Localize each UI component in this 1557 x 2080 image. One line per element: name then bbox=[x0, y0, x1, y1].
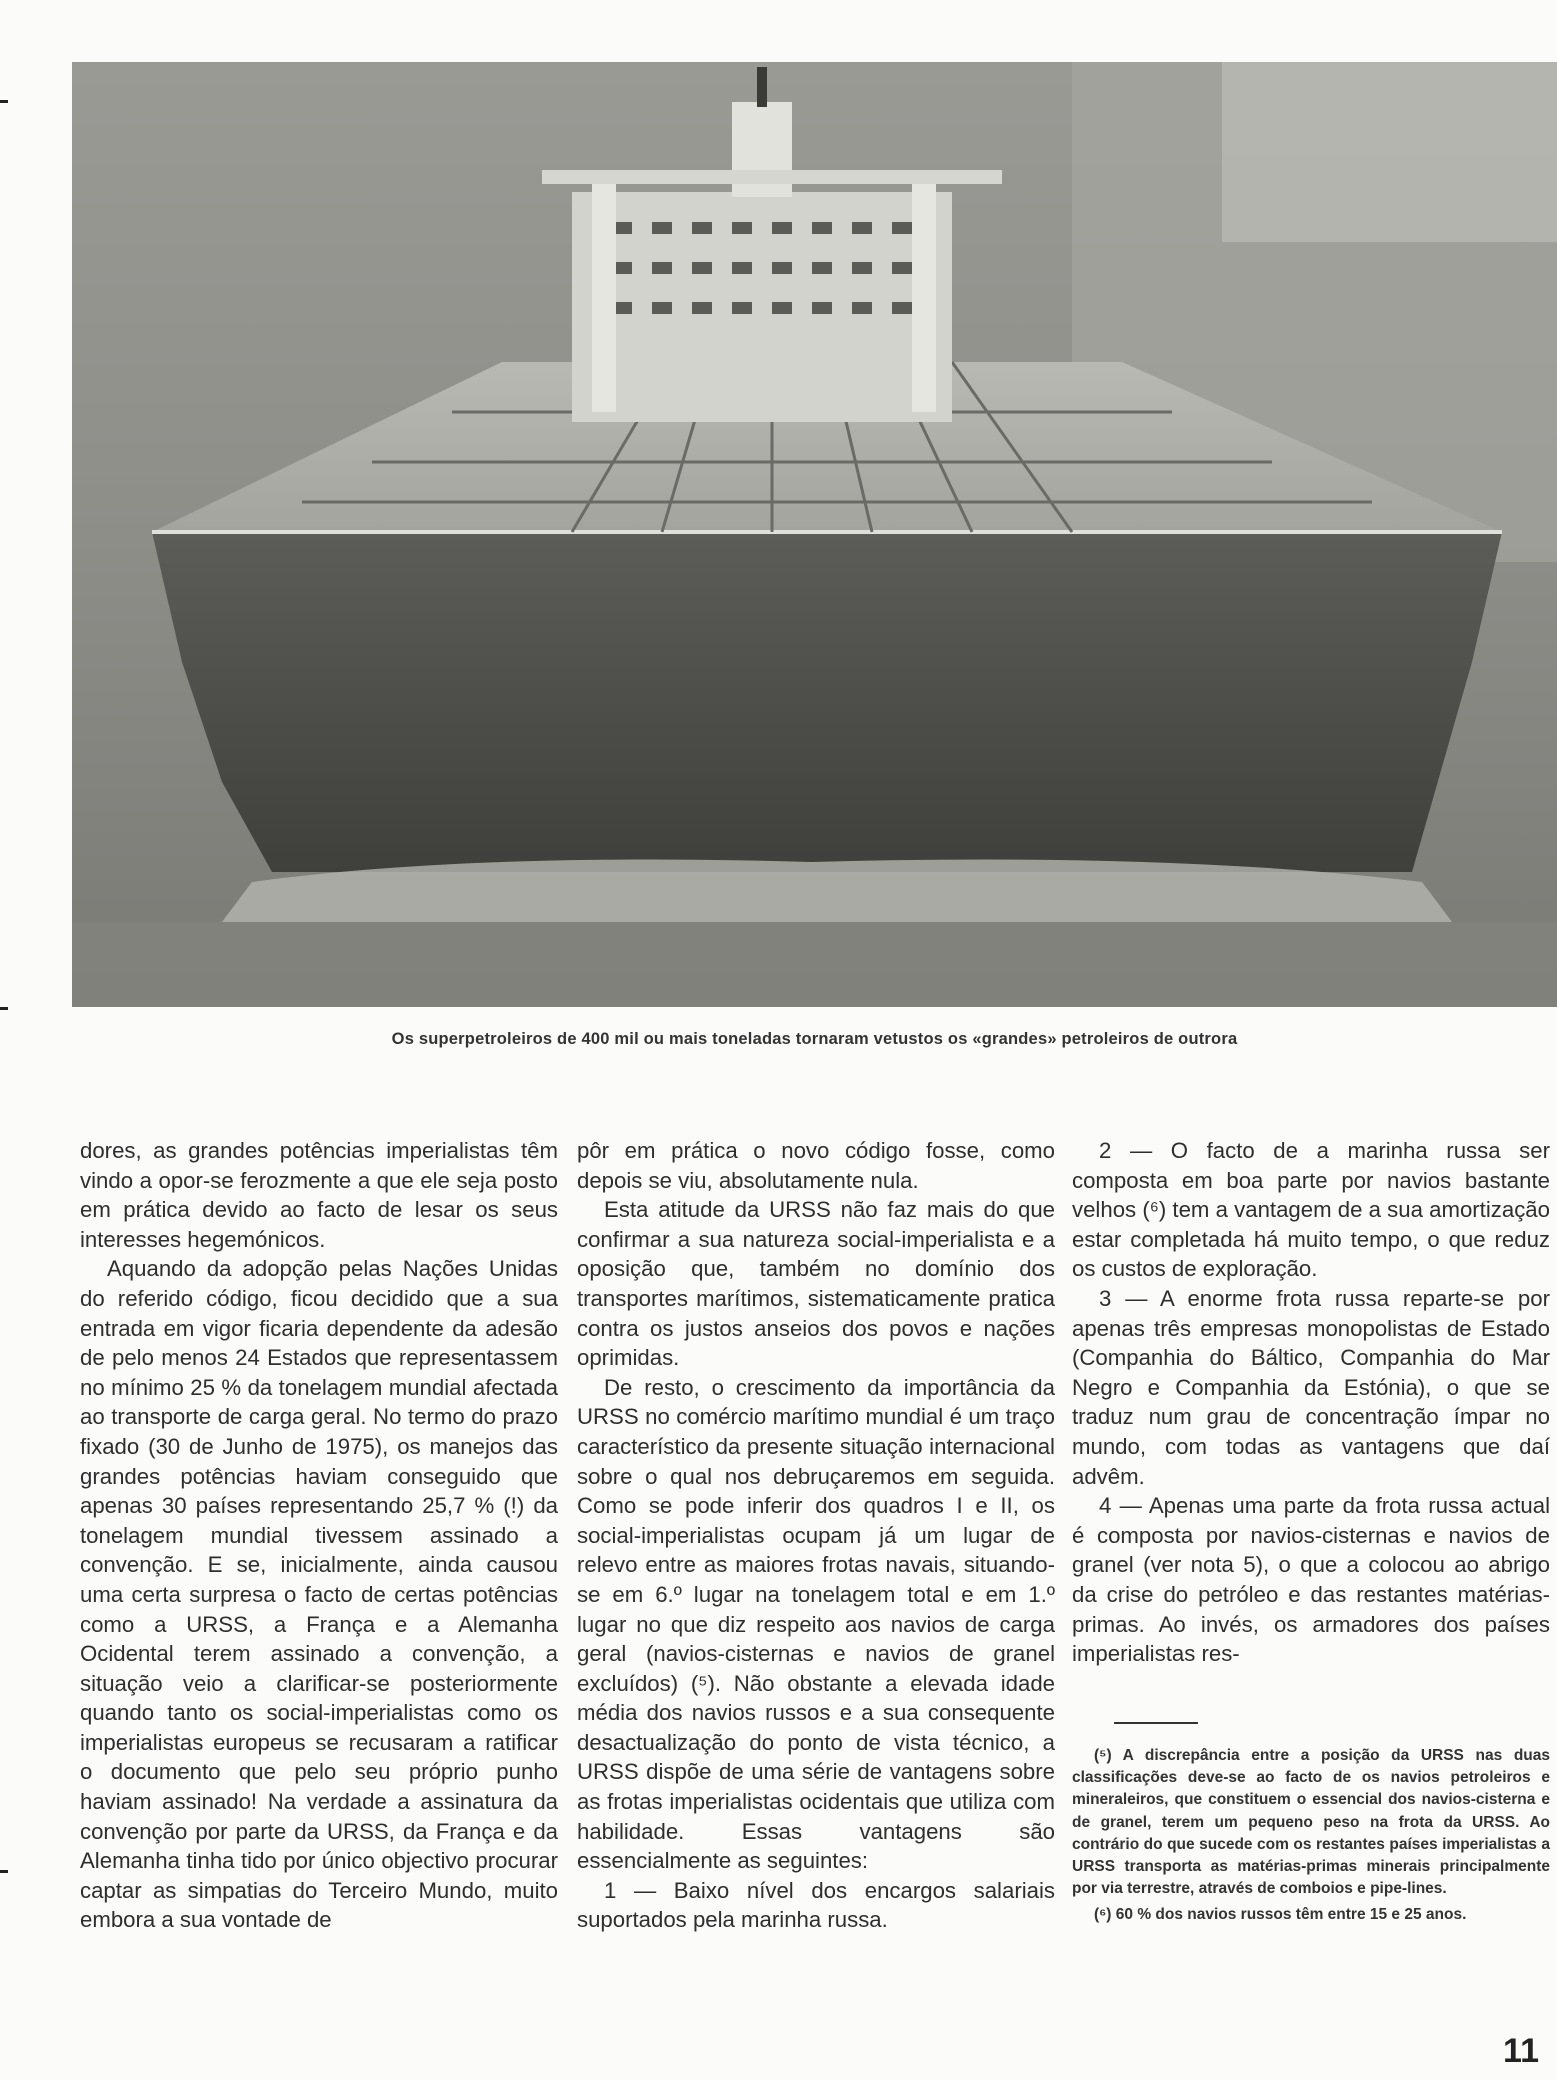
text-column-1 bbox=[80, 1136, 558, 1935]
paragraph: 4 — Apenas uma parte da frota russa actual é composta por navios-cisternas e navios de granel (ver nota 5), o que a colocou ao abrigo da crise do petróleo e das restantes matérias-primas. Ao invés, os armadores dos países imperialistas res- bbox=[1072, 1493, 1550, 1667]
text-column-2 bbox=[577, 1136, 1055, 1935]
page-number: 11 bbox=[1503, 2032, 1539, 2070]
paragraph: Aquando da adopção pelas Nações Unidas do referido código, ficou decidido que a sua entrada em vigor ficaria dependente da adesão de pelo menos 24 Estados que representassem no mínimo 25 % da tonelagem mundial afectada ao transporte de carga geral. No termo do prazo fixado (30 de Junho de 1975), os manejos das grandes potências haviam conseguido que apenas 30 países representando 25,7 % (!) da tonelagem mundial tivessem assinado a convenção. E se, inicialmente, ainda causou uma certa surpresa o facto de certas potências como a URSS, a França e a Alemanha Ocidental terem assinado a convenção, a situação veio a clarificar-se posteriormente quando tanto os social-imperialistas como os imperialistas europeus se recusaram a ratificar o documento que pelo seu próprio punho haviam assinado! Na verdade a assinatura da convenção por parte da URSS, da França e da Alemanha tinha tido por único objectivo procurar captar as simpatias do Terceiro Mundo, muito embora a sua vontade de bbox=[80, 1256, 558, 1933]
footnote: (⁶) 60 % dos navios russos têm entre 15 e 25 anos. bbox=[1094, 1906, 1467, 1924]
paragraph: dores, as grandes potências imperialistas têm vindo a opor-se ferozmente a que ele seja posto em prática devido ao facto de lesar os seus interesses hegemónicos. bbox=[80, 1138, 558, 1252]
paragraph: 2 — O facto de a marinha russa ser composta em boa parte por navios bastante velhos (⁶) tem a vantagem de a sua amortização estar completada há muito tempo, o que reduz os custos de exploração. bbox=[1072, 1138, 1550, 1282]
footnotes bbox=[1072, 1745, 1550, 1931]
paragraph: Esta atitude da URSS não faz mais do que confirmar a sua natureza social-imperialista e a oposição que, também no domínio dos transportes marítimos, sistematicamente pratica contra os justos anseios dos povos e nações oprimidas. bbox=[577, 1197, 1055, 1371]
photo-caption: Os superpetroleiros de 400 mil ou mais toneladas tornaram vetustos os «grandes» petroleiros de outrora bbox=[391, 1030, 1238, 1048]
margin-mark bbox=[0, 1870, 8, 1873]
paragraph: 3 — A enorme frota russa reparte-se por apenas três empresas monopolistas de Estado (Companhia do Báltico, Companhia do Mar Negro e Companhia da Estónia), o que se traduz num grau de concentração ímpar no mundo, com todas as vantagens que daí advêm. bbox=[1072, 1285, 1550, 1489]
paragraph: pôr em prática o novo código fosse, como depois se viu, absolutamente nula. bbox=[577, 1138, 1055, 1193]
paragraph: 1 — Baixo nível dos encargos salariais suportados pela marinha russa. bbox=[577, 1877, 1055, 1933]
footnote: (⁵) A discrepância entre a posição da URSS nas duas classificações deve-se ao facto de os navios petroleiros e mineraleiros, que constituem o essencial dos navios-cisterna e de granel, terem um pequeno peso na frota da URSS. Ao contrário do que sucede com os restantes países imperialistas a URSS transporta as matérias-primas minerais principalmente por via terrestre, através de comboios e pipe-lines. bbox=[1072, 1747, 1550, 1898]
margin-mark bbox=[0, 100, 8, 103]
tanker-photo bbox=[72, 62, 1557, 1007]
text-column-3 bbox=[1072, 1136, 1550, 1669]
footnote-divider bbox=[1114, 1722, 1198, 1724]
margin-mark bbox=[0, 1007, 8, 1010]
paragraph: De resto, o crescimento da importância da URSS no comércio marítimo mundial é um traço característico da presente situação internacional sobre o qual nos debruçaremos em seguida. Como se pode inferir dos quadros I e II, os social-imperialistas ocupam já um lugar de relevo entre as maiores frotas navais, situando-se em 6.º lugar na tonelagem total e em 1.º lugar no que diz respeito aos navios de carga geral (navios-cisternas e navios de granel excluídos) (⁵). Não obstante a elevada idade média dos navios russos e a sua consequente desactualização do ponto de vista técnico, a URSS dispõe de uma série de vantagens sobre as frotas imperialistas ocidentais que utiliza com habilidade. Essas vantagens são essencialmente as seguintes: bbox=[577, 1374, 1055, 1874]
